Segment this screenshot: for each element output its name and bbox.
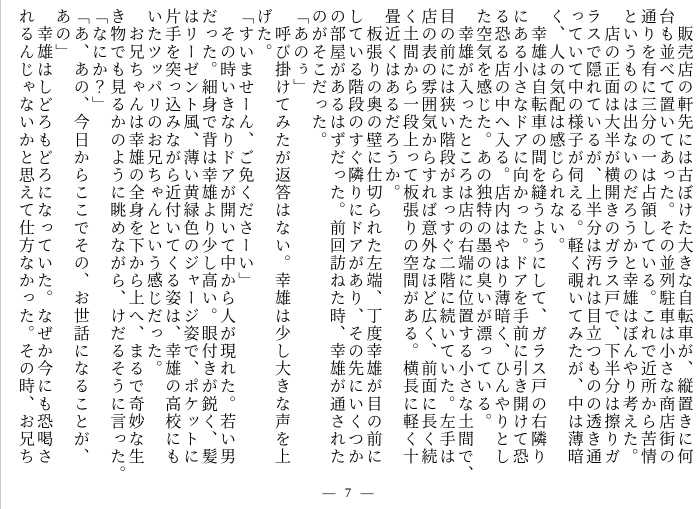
text-column: 幸雄は自転車の間を縫うようにして、ガラス戸の右隣り — [528, 8, 546, 466]
text-column: る恐る店の中へ入る。店内はやはり薄暗く、ひんやりとし — [492, 8, 510, 466]
text-column: 片手を突っ込みながら近付いてくる姿は、幸雄の高校にも — [162, 8, 180, 466]
text-column: 通りを有に三分の一は占領している。これで近所から苦情 — [638, 8, 656, 466]
text-column: 「すいませーん、ご免くださーい」 — [235, 8, 253, 290]
text-column: 「あ、あの、今日からここでその、お世話になることが、 — [71, 8, 89, 466]
text-column: き物でも見るかのように眺めながら、けだるそうに言った。 — [107, 8, 125, 484]
text-column: の部屋があるはずだった。前回訪ねた時、幸雄が通された — [327, 8, 345, 466]
text-area — [15, 8, 692, 484]
text-column: 呼び掛けてみたが返答はない。幸雄は少し大きな声を上 — [272, 8, 290, 466]
text-column: 「なにか？」 — [89, 8, 107, 114]
text-column: れるんじゃないかと思えて仕方なかった。その時、お兄ち — [16, 8, 34, 466]
text-column: 板張りの奥の壁に仕切られた左端、丁度幸雄が目の前に — [363, 8, 381, 466]
text-column: だった。細身で背は幸雄より少し高い。眼付きが鋭く、髪 — [199, 8, 217, 466]
text-column: 店の正面は大半が横開きのガラス戸で、下半分は擦りガ — [601, 8, 619, 466]
text-column: げた。 — [254, 8, 272, 61]
text-column: ラスで隠れているが、上半分は汚れは目立つものの透き通 — [583, 8, 601, 466]
text-column: 幸雄はしどろもどろになっていた。なぜか今にも恐喝さ — [34, 8, 52, 466]
text-column: 台も並べて置いてあった。その並列駐車は小さな商店街の — [656, 8, 674, 466]
text-column: というものは出ないのだろうかと幸雄はぼんやり考えた。 — [620, 8, 638, 466]
text-column: はリーゼント風、薄い黄緑色のジャージ姿で、ポケットに — [180, 8, 198, 466]
text-column: っていて中の様子が伺える。軽く覗いてみたが、中は薄暗 — [565, 8, 583, 466]
text-column: 販売店の軒先には古ぼけた大きな自転車が、縦置きに何 — [675, 8, 692, 466]
text-column: く、人の気配は感じられない。 — [546, 8, 564, 255]
text-column: 「あのぅ」 — [290, 8, 308, 96]
text-column: あの」 — [52, 8, 70, 61]
text-column: お兄ちゃんは幸雄の全身を下から上へ、まるで奇妙な生 — [126, 8, 144, 466]
text-column: 店の表の雰囲気からすれば意外なほど広く、前面に長く続 — [418, 8, 436, 466]
text-column: 目の前には狭い階段がまっすぐ二階に続いていた。左手は — [437, 8, 455, 466]
text-column: く土間から一段上って板張りの空間がある。横長に軽く十 — [400, 8, 418, 466]
text-column: にある小さなドアに向かった。ドアを手前に引き開けて恐 — [510, 8, 528, 466]
text-column: のがそこだった。 — [309, 8, 327, 149]
text-column: 幸雄が入ったところは店の右端に位置する小さな土間で、 — [455, 8, 473, 484]
text-column: た空気を感じた。あの独特の墨の臭いが漂っている。 — [473, 8, 491, 431]
page-number: — 7 — — [322, 485, 377, 500]
text-column: その時いきなりドアが開いて中から人が現れた。若い男 — [217, 8, 235, 466]
text-column: 畳近くはあるだろうか。 — [382, 8, 400, 202]
text-column: いたツッパリのお兄ちゃんという感じだった。 — [144, 8, 162, 378]
text-column: している階段のすぐ隣りにドアがあり、その先にいくつか — [345, 8, 363, 466]
